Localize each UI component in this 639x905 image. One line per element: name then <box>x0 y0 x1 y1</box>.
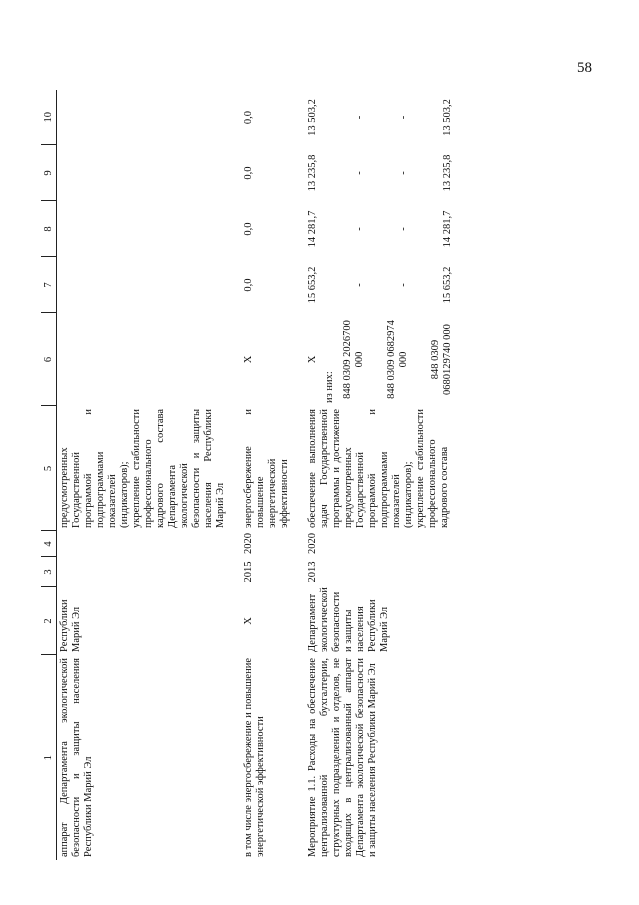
cell-expected-result: предусмотренных Государственной программой и подпрограммами показателей (индикаторов); укрепление стабильности профессионального кадрового состава Департамента экологической безопасности и защиты населения Республики Марий Эл <box>59 409 226 528</box>
cell-value-8 <box>297 201 460 257</box>
column-header: 10 <box>41 90 57 145</box>
budget-table <box>41 90 460 860</box>
value-total: 13 235,8 <box>307 154 318 192</box>
cell-budget-code <box>57 313 234 406</box>
cell-end-year: 2020 <box>307 533 318 554</box>
cell-value-8 <box>57 201 234 257</box>
cell-end-year: 2020 <box>243 533 254 554</box>
cell-value-9: 0,0 <box>243 166 254 180</box>
cell-budget-code <box>297 313 460 406</box>
column-header: 2 <box>41 587 57 655</box>
value-line: - <box>354 227 365 231</box>
table-header-row <box>41 90 57 860</box>
table-row <box>57 90 234 860</box>
table-row <box>233 90 297 860</box>
cell-program-name: аппарат Департамента экологической безопасности и защиты населения Республики Марий Эл <box>59 658 94 857</box>
cell-program-name: в том числе энергосбережение и повышение энергетической эффективности <box>243 658 266 857</box>
value-line: - <box>354 171 365 175</box>
value-total: 14 281,7 <box>307 210 318 248</box>
column-header: 4 <box>41 531 57 557</box>
budget-code-line: 848 0309 0680129740 000 <box>430 324 453 395</box>
column-header: 7 <box>41 257 57 313</box>
cell-budget-code: X <box>243 355 254 364</box>
column-header: 9 <box>41 145 57 201</box>
value-line: - <box>398 227 409 231</box>
column-header: 8 <box>41 201 57 257</box>
column-header: 5 <box>41 406 57 531</box>
cell-executor: Республики Марий Эл <box>59 599 82 652</box>
value-line: 13 503,2 <box>442 99 453 136</box>
cell-executor: Департамент экологической безопасности и защиты населения Республики Марий Эл <box>307 587 390 652</box>
cell-value-9 <box>57 145 234 201</box>
cell-start-year: 2015 <box>243 561 254 583</box>
cell-expected-result: обеспечение выполнения задач Государственной программы и достижение предусмотренных Государственной программой и подпрограммами показателей (индикаторов); укрепление стабильности профессионального кадрового состава <box>307 409 450 528</box>
column-header: 6 <box>41 313 57 406</box>
value-line: - <box>354 115 365 120</box>
cell-program-name: Мероприятие 1.1. Расходы на обеспечение централизованной бухгалтерии, структурных подразделений и отделов, не входящих в централизованный аппарат Департамента экологической безопасности и защиты населения Республики Марий Эл <box>307 658 378 857</box>
value-line: 15 653,2 <box>442 266 453 304</box>
budget-code-subheading: из них: <box>324 371 335 403</box>
budget-table-sheet <box>41 90 529 860</box>
cell-expected-result: энергосбережение и повышение энергетической эффективности <box>243 409 290 528</box>
page-number: 58 <box>577 60 592 76</box>
value-total: 15 653,2 <box>307 266 318 304</box>
cell-end-year <box>57 531 234 557</box>
cell-value-7: 0,0 <box>243 278 254 292</box>
table-row <box>297 90 460 860</box>
cell-value-7 <box>57 257 234 313</box>
value-line: 13 235,8 <box>442 154 453 192</box>
value-line: - <box>398 171 409 175</box>
cell-value-10: 0,0 <box>243 110 254 125</box>
budget-code-line: 848 0309 2026700 000 <box>342 320 365 399</box>
value-line: - <box>354 283 365 287</box>
cell-executor: X <box>243 617 254 625</box>
budget-code-total: X <box>307 355 318 364</box>
value-total: 13 503,2 <box>307 99 318 136</box>
column-header: 1 <box>41 655 57 860</box>
cell-value-10 <box>57 90 234 145</box>
cell-start-year <box>57 557 234 587</box>
column-header: 3 <box>41 557 57 587</box>
value-line: - <box>398 283 409 287</box>
cell-value-7 <box>297 257 460 313</box>
cell-value-9 <box>297 145 460 201</box>
cell-start-year: 2013 <box>307 561 318 583</box>
budget-code-line: 848 0309 0682974 000 <box>386 320 409 399</box>
value-line: 14 281,7 <box>442 210 453 248</box>
cell-value-8: 0,0 <box>243 222 254 236</box>
cell-value-10 <box>297 90 460 145</box>
value-line: - <box>398 115 409 120</box>
